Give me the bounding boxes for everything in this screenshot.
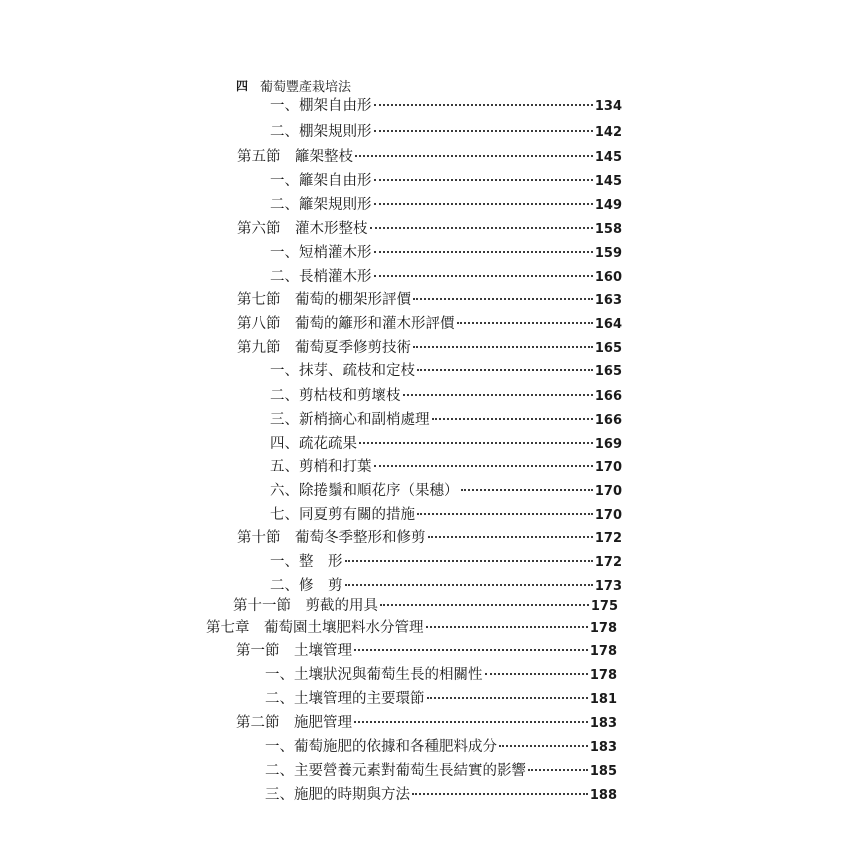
toc-entry — [270, 576, 622, 596]
dot-leader — [417, 369, 593, 371]
toc-entry-page: 178 — [589, 644, 617, 659]
toc-entry-title: 第十一節 剪截的用具 — [233, 598, 378, 614]
dot-leader — [354, 649, 588, 651]
dot-leader — [485, 673, 588, 675]
header-book-title: 葡萄豐產栽培法 — [260, 80, 352, 95]
dot-leader — [403, 394, 593, 396]
dot-leader — [417, 513, 593, 515]
toc-entry-title: 二、修 剪 — [270, 578, 343, 594]
dot-leader — [461, 489, 593, 491]
toc-entry — [270, 243, 622, 263]
toc-entry — [265, 737, 617, 757]
toc-entry-title: 三、新梢摘心和副梢處理 — [270, 412, 430, 428]
dot-leader — [374, 130, 593, 132]
toc-entry-page: 160 — [594, 270, 622, 285]
toc-entry — [270, 434, 622, 454]
toc-entry-page: 166 — [594, 389, 622, 404]
dot-leader — [528, 769, 588, 771]
toc-entry-page: 172 — [594, 531, 622, 546]
toc-entry-page: 183 — [589, 740, 617, 755]
toc-entry-title: 第十節 葡萄冬季整形和修剪 — [237, 530, 426, 546]
toc-entry — [270, 386, 622, 406]
dot-leader — [374, 179, 593, 181]
toc-entry-title: 五、剪梢和打葉 — [270, 459, 372, 475]
toc-entry-title: 一、葡萄施肥的依據和各種肥料成分 — [265, 739, 497, 755]
toc-entry — [237, 314, 622, 334]
dot-leader — [426, 626, 588, 628]
toc-entry-page: 166 — [594, 413, 622, 428]
dot-leader — [374, 465, 593, 467]
running-header — [236, 76, 351, 95]
toc-entry — [237, 338, 622, 358]
toc-entry-title: 一、整 形 — [270, 554, 343, 570]
toc-entry — [270, 552, 622, 572]
toc-entry-page: 145 — [594, 174, 622, 189]
toc-entry-page: 181 — [589, 692, 617, 707]
toc-entry — [270, 171, 622, 191]
toc-entry — [270, 457, 622, 477]
toc-entry-title: 二、土壤管理的主要環節 — [265, 691, 425, 707]
toc-entry-page: 164 — [594, 317, 622, 332]
toc-entry-title: 六、除捲鬚和順花序（果穗） — [270, 483, 459, 499]
toc-entry-page: 170 — [594, 508, 622, 523]
toc-entry-page: 173 — [594, 579, 622, 594]
toc-entry-title: 第八節 葡萄的籬形和灌木形評價 — [237, 316, 455, 332]
dot-leader — [427, 697, 588, 699]
toc-entry-title: 二、剪枯枝和剪壞枝 — [270, 388, 401, 404]
dot-leader — [370, 227, 593, 229]
toc-entry-page: 178 — [589, 621, 617, 636]
dot-leader — [354, 721, 588, 723]
toc-entry-page: 188 — [589, 788, 617, 803]
toc-entry-page: 134 — [594, 99, 622, 114]
toc-entry — [265, 665, 617, 685]
toc-entry — [236, 713, 617, 733]
header-page-number: 四 — [236, 79, 249, 93]
dot-leader — [432, 418, 593, 420]
dot-leader — [457, 322, 593, 324]
toc-entry — [236, 641, 617, 661]
toc-entry — [206, 618, 617, 638]
toc-entry-page: 178 — [589, 668, 617, 683]
toc-entry-page: 159 — [594, 246, 622, 261]
toc-entry-title: 三、施肥的時期與方法 — [265, 787, 410, 803]
dot-leader — [374, 104, 593, 106]
toc-entry-page: 165 — [594, 364, 622, 379]
dot-leader — [499, 745, 588, 747]
toc-entry — [270, 122, 622, 142]
dot-leader — [359, 442, 593, 444]
toc-entry-title: 一、籬架自由形 — [270, 173, 372, 189]
toc-entry — [265, 761, 617, 781]
dot-leader — [428, 536, 593, 538]
toc-entry-title: 七、同夏剪有關的措施 — [270, 507, 415, 523]
toc-entry-title: 一、短梢灌木形 — [270, 245, 372, 261]
toc-entry-title: 一、抹芽、疏枝和定枝 — [270, 363, 415, 379]
dot-leader — [413, 346, 593, 348]
toc-entry-page: 165 — [594, 341, 622, 356]
toc-entry-title: 一、棚架自由形 — [270, 98, 372, 114]
toc-entry — [270, 505, 622, 525]
toc-entry — [233, 596, 618, 616]
toc-entry-page: 185 — [589, 764, 617, 779]
toc-entry — [237, 290, 622, 310]
toc-entry-page: 149 — [594, 198, 622, 213]
toc-entry — [270, 361, 622, 381]
toc-entry — [270, 481, 622, 501]
toc-entry-page: 170 — [594, 484, 622, 499]
toc-entry-title: 二、棚架規則形 — [270, 124, 372, 140]
dot-leader — [345, 584, 593, 586]
toc-entry — [270, 267, 622, 287]
toc-entry-title: 第五節 籬架整枝 — [237, 149, 353, 165]
toc-entry-page: 172 — [594, 555, 622, 570]
toc-entry-title: 第二節 施肥管理 — [236, 715, 352, 731]
toc-entry-title: 二、主要營養元素對葡萄生長結實的影響 — [265, 763, 526, 779]
dot-leader — [413, 298, 593, 300]
toc-entry-title: 一、土壤狀況與葡萄生長的相關性 — [265, 667, 483, 683]
toc-entry — [270, 410, 622, 430]
dot-leader — [345, 560, 593, 562]
toc-entry-page: 158 — [594, 222, 622, 237]
toc-entry-page: 183 — [589, 716, 617, 731]
toc-entry-page: 169 — [594, 437, 622, 452]
toc-entry — [237, 219, 622, 239]
toc-entry — [237, 147, 622, 167]
dot-leader — [355, 155, 593, 157]
toc-entry-title: 第七章 葡萄園土壤肥料水分管理 — [206, 620, 424, 636]
dot-leader — [374, 251, 593, 253]
toc-entry-page: 175 — [590, 599, 618, 614]
toc-entry — [270, 96, 622, 116]
dot-leader — [380, 604, 589, 606]
toc-entry-page: 170 — [594, 460, 622, 475]
toc-entry-title: 第六節 灌木形整枝 — [237, 221, 368, 237]
dot-leader — [374, 275, 593, 277]
toc-entry — [270, 195, 622, 215]
toc-entry-title: 二、籬架規則形 — [270, 197, 372, 213]
toc-entry-page: 145 — [594, 150, 622, 165]
toc-entry-title: 二、長梢灌木形 — [270, 269, 372, 285]
toc-entry — [237, 528, 622, 548]
toc-entry-title: 第一節 土壤管理 — [236, 643, 352, 659]
toc-entry — [265, 785, 617, 805]
toc-entry-title: 第七節 葡萄的棚架形評價 — [237, 292, 411, 308]
dot-leader — [374, 203, 593, 205]
dot-leader — [412, 793, 588, 795]
toc-entry — [265, 689, 617, 709]
toc-entry-page: 142 — [594, 125, 622, 140]
toc-entry-page: 163 — [594, 293, 622, 308]
toc-entry-title: 四、疏花疏果 — [270, 436, 357, 452]
toc-entry-title: 第九節 葡萄夏季修剪技術 — [237, 340, 411, 356]
